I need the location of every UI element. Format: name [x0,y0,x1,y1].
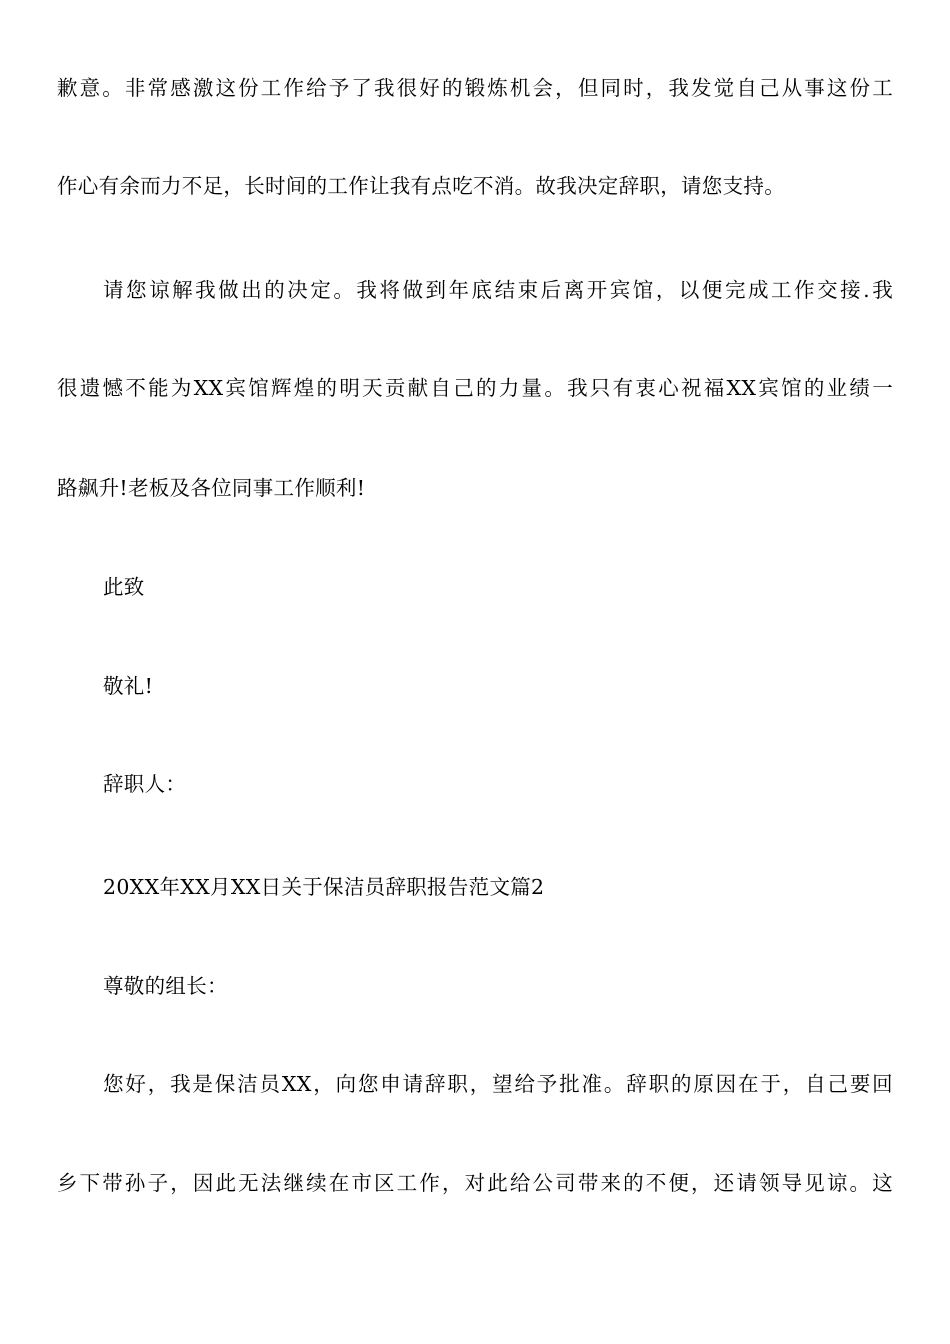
text-line-3: 请您谅解我做出的决定。我将做到年底结束后离开宾馆，以便完成工作交接.我 [103,278,893,302]
closing-salutation: 此致 [103,575,145,599]
text-line-11: 您好，我是保洁员XX，向您申请辞职，望给予批准。辞职的原因在于，自己要回 [103,1072,893,1096]
closing-regards: 敬礼! [103,674,154,698]
signature-label: 辞职人： [103,772,187,796]
recipient-greeting: 尊敬的组长： [103,974,228,998]
text-line-12: 乡下带孙子，因此无法继续在市区工作，对此给公司带来的不便，还请领导见谅。这 [57,1171,893,1195]
text-line-4: 很遗憾不能为XX宾馆辉煌的明天贡献自己的力量。我只有衷心祝福XX宾馆的业绩一 [57,376,893,400]
text-line-1: 歉意。非常感激这份工作给予了我很好的锻炼机会，但同时，我发觉自己从事这份工 [57,76,893,100]
text-line-5: 路飙升!老板及各位同事工作顺利! [57,476,366,500]
text-line-2: 作心有余而力不足，长时间的工作让我有点吃不消。故我决定辞职，请您支持。 [57,174,785,198]
date-and-heading: 20XX年XX月XX日关于保洁员辞职报告范文篇2 [103,875,545,899]
